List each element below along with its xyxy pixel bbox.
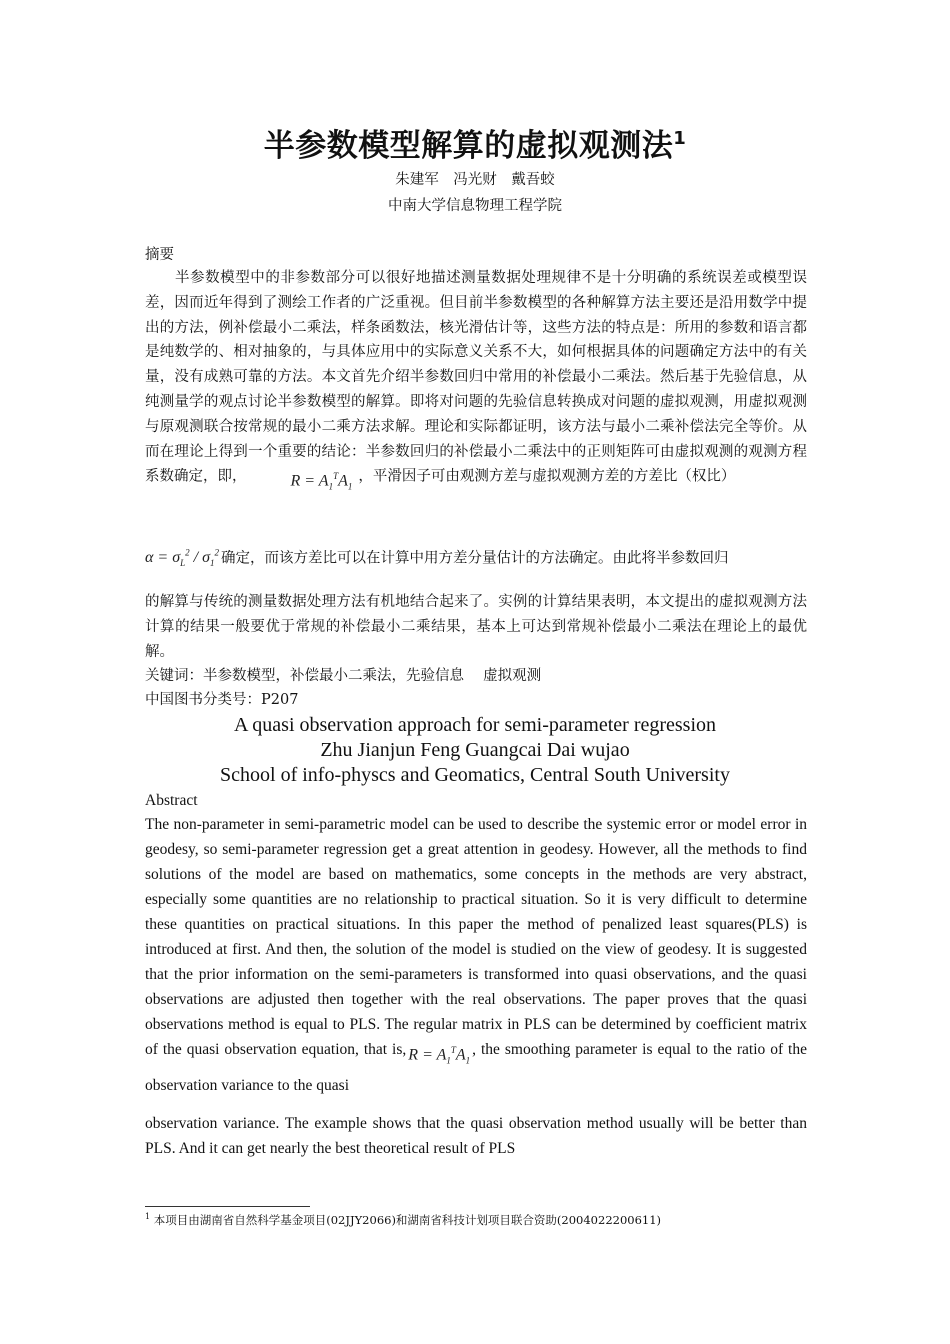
title-footnote-mark: 1 xyxy=(673,128,687,149)
regular-matrix-formula-en: $R = A_1^TA_1$ xyxy=(408,1044,471,1066)
en-authors: Zhu Jianjun Feng Guangcai Dai wujao xyxy=(320,739,630,761)
footnote-divider xyxy=(145,1206,310,1207)
cn-title: 半参数模型解算的虚拟观测法$^1$ xyxy=(263,128,687,164)
variance-ratio-formula: $\alpha = \sigma_L^2 / \sigma_1^2$ xyxy=(145,548,219,569)
en-affiliation: School of info-physcs and Geomatics, Central South University xyxy=(220,764,730,786)
cn-abstract-para-1: 半参数模型中的非参数部分可以很好地描述测量数据处理规律不是十分明确的系统误差或模型误差，因而近年得到了测绘工作者的广泛重视。但目前半参数模型的各种解算方法主要还是沿用数学中提出的方法，例补偿最小二乘法，样条函数法，核光滑估计等，这些方法的特点是：所用的参数和语言都是纯数学的、相对抽象的，与具体应用中的实际意义关系不大，如何根据具体的问题确定方法中的有关量，没有成熟可靠的方法。本文首先介绍半参数回归中常用的补偿最小二乘法。然后基于先验信息，从纯测量学的观点讨论半参数模型的解算。即将对问题的先验信息转换成对问题的虚拟观测，用虚拟观测与原观测联合按常规的最小二乘方法求解。理论和实际都证明，该方法与最小二乘补偿法完全等价。从而在理论上得到一个重要的结论：半参数回归的补偿最小二乘法中的正则矩阵可由虚拟观测的观测方程系数确定，即， $R = A_1^TA_1$，平滑因子可由观测方差与虚拟观测方差的方差比（权比） xyxy=(145,266,807,500)
en-title: A quasi observation approach for semi-parameter regression xyxy=(233,714,717,736)
cn-abstract-para-2: $\alpha = \sigma_L^2 / \sigma_1^2$ 确定，而该方差比可以在计算中用方差分量估计的方法确定。由此将半参数回归 xyxy=(145,548,729,569)
cn-abstract-heading: 摘要 xyxy=(145,247,174,263)
regular-matrix-formula: $R = A_1^TA_1$ xyxy=(290,471,353,492)
footnote: $^1$ 本项目由湖南省自然科学基金项目(02JJY2066)和湖南省科技计划项目联合资助(2004022200611) xyxy=(145,1212,662,1227)
cn-authors: 朱建军 冯光财 戴吾蛟 xyxy=(395,172,555,188)
en-abstract-heading: Abstract xyxy=(145,792,198,809)
en-abstract-para-2: observation variance. The example shows that the quasi observation method usually will be better than PLS. And it can get nearly the best theoretical result of PLS xyxy=(145,1115,807,1157)
cn-classification: 中国图书分类号：P207 xyxy=(145,692,299,708)
cn-affiliation: 中南大学信息物理工程学院 xyxy=(388,198,562,214)
cn-keywords: 关键词：半参数模型，补偿最小二乘法，先验信息 虚拟观测 xyxy=(145,668,542,684)
en-abstract-para-1: The non-parameter in semi-parametric model can be used to describe the systemic error or model error in geodesy, so semi-parameter regression get a great attention in geodesy. However, all the methods to find solutions of the model are based on mathematics, some concepts in the methods are very abstract, especially some quantities are no relationship to practical situation. So it is very difficult to determine these quantities on practical situations. In this paper the method of penalized least squares(PLS) is introduced at first. And then, the solution of the model is studied on the view of geodesy. It is suggested that the prior information on the semi-parameters is transformed into quasi observations, and the quasi observations are adjusted then together with the real observations. The paper proves that the quasi observations method is equal to PLS. The regular matrix in PLS can be determined by coefficient matrix of the quasi observation equation, that is, $R = A_1^TA_1$, the smoothing parameter is equal to the ratio of the observation variance to the quasi xyxy=(145,816,807,1095)
cn-abstract-para-3: 的解算与传统的测量数据处理方法有机地结合起来了。实例的计算结果表明，本文提出的虚拟观测方法计算的结果一般要优于常规的补偿最小二乘结果，基本上可达到常规补偿最小二乘法在理论上的最优解。 xyxy=(145,594,807,660)
